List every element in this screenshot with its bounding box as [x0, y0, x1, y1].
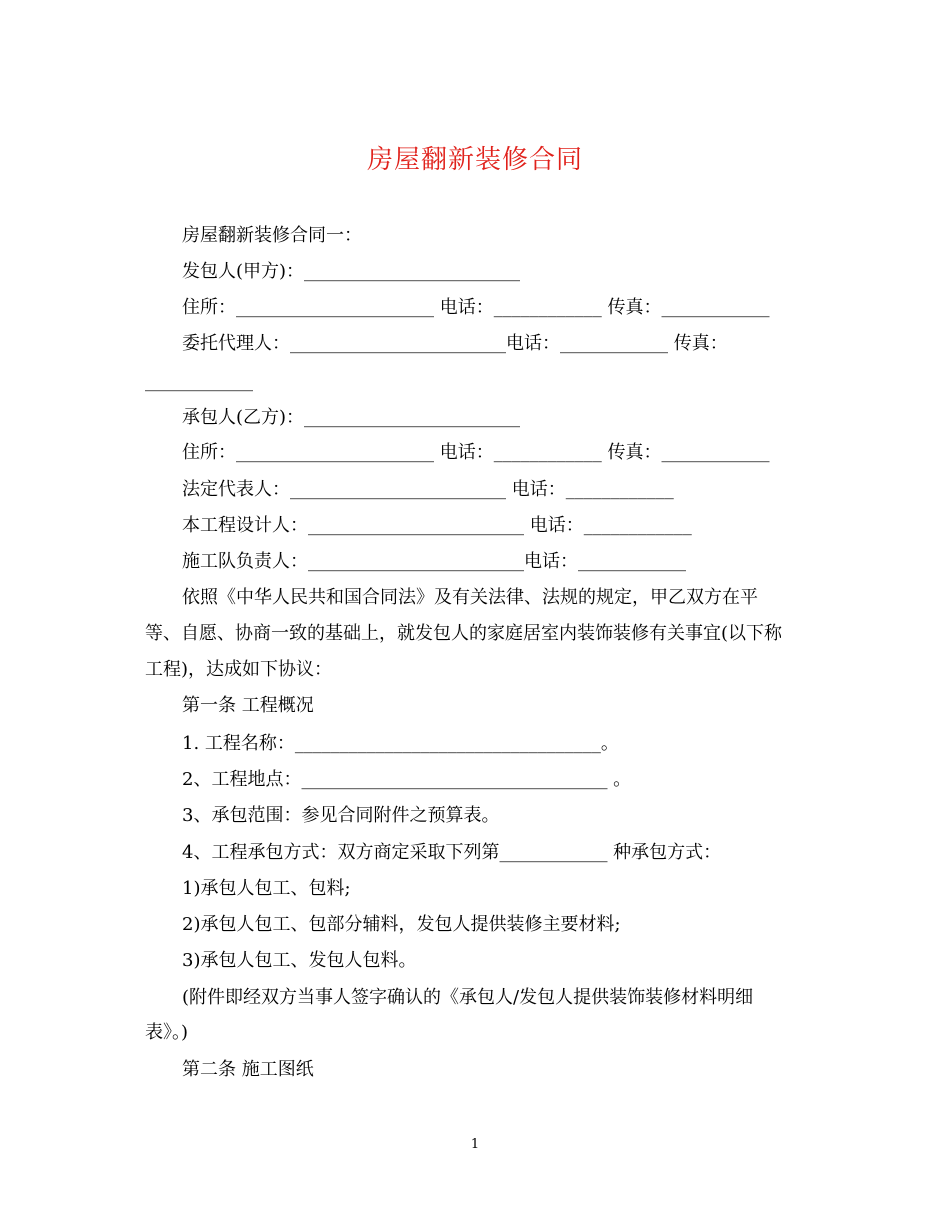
method-option-1: 1)承包人包工、包料; — [182, 878, 351, 899]
document-title: 房屋翻新装修合同 — [366, 145, 583, 175]
designer-line: 本工程设计人：________________________ 电话：____________ — [182, 515, 692, 536]
party-b-line: 承包人(乙方)：________________________ — [182, 407, 521, 428]
method-option-2: 2)承包人包工、包部分辅料，发包人提供装修主要材料; — [182, 914, 621, 935]
agent-fax-continuation: ____________ — [145, 371, 253, 392]
legal-rep-line: 法定代表人：________________________ 电话：____________ — [182, 479, 674, 500]
paragraph-line: 工程)，达成如下协议： — [145, 659, 333, 680]
project-name-line: 1. 工程名称：__________________________________。 — [182, 733, 619, 754]
scope-line: 3、承包范围：参见合同附件之预算表。 — [182, 805, 500, 826]
article-1-heading: 第一条 工程概况 — [182, 695, 314, 716]
team-leader-line: 施工队负责人：________________________电话：____________ — [182, 551, 686, 572]
page-number: 1 — [470, 1137, 480, 1152]
attachment-note-line: 表》。) — [145, 1022, 189, 1043]
paragraph-line: 等、自愿、协商一致的基础上，就发包人的家庭居室内装饰装修有关事宜(以下称 — [145, 623, 783, 644]
party-b-address-line: 住所：______________________ 电话：____________ 传真：____________ — [182, 442, 770, 463]
method-option-3: 3)承包人包工、发包人包料。 — [182, 950, 417, 971]
project-location-line: 2、工程地点：__________________________________ 。 — [182, 769, 632, 790]
party-a-address-line: 住所：______________________ 电话：____________ 传真：____________ — [182, 297, 770, 318]
agent-line: 委托代理人：________________________电话：____________ 传真： — [182, 333, 728, 354]
intro-line: 房屋翻新装修合同一： — [182, 225, 362, 246]
paragraph-line: 依照《中华人民共和国合同法》及有关法律、法规的规定，甲乙双方在平 — [182, 587, 758, 608]
article-2-heading: 第二条 施工图纸 — [182, 1059, 314, 1080]
party-a-line: 发包人(甲方)：________________________ — [182, 261, 521, 282]
contract-method-line: 4、工程承包方式：双方商定采取下列第____________ 种承包方式： — [182, 842, 722, 863]
attachment-note-line: (附件即经双方当事人签字确认的《承包人/发包人提供装饰装修材料明细 — [182, 987, 754, 1008]
